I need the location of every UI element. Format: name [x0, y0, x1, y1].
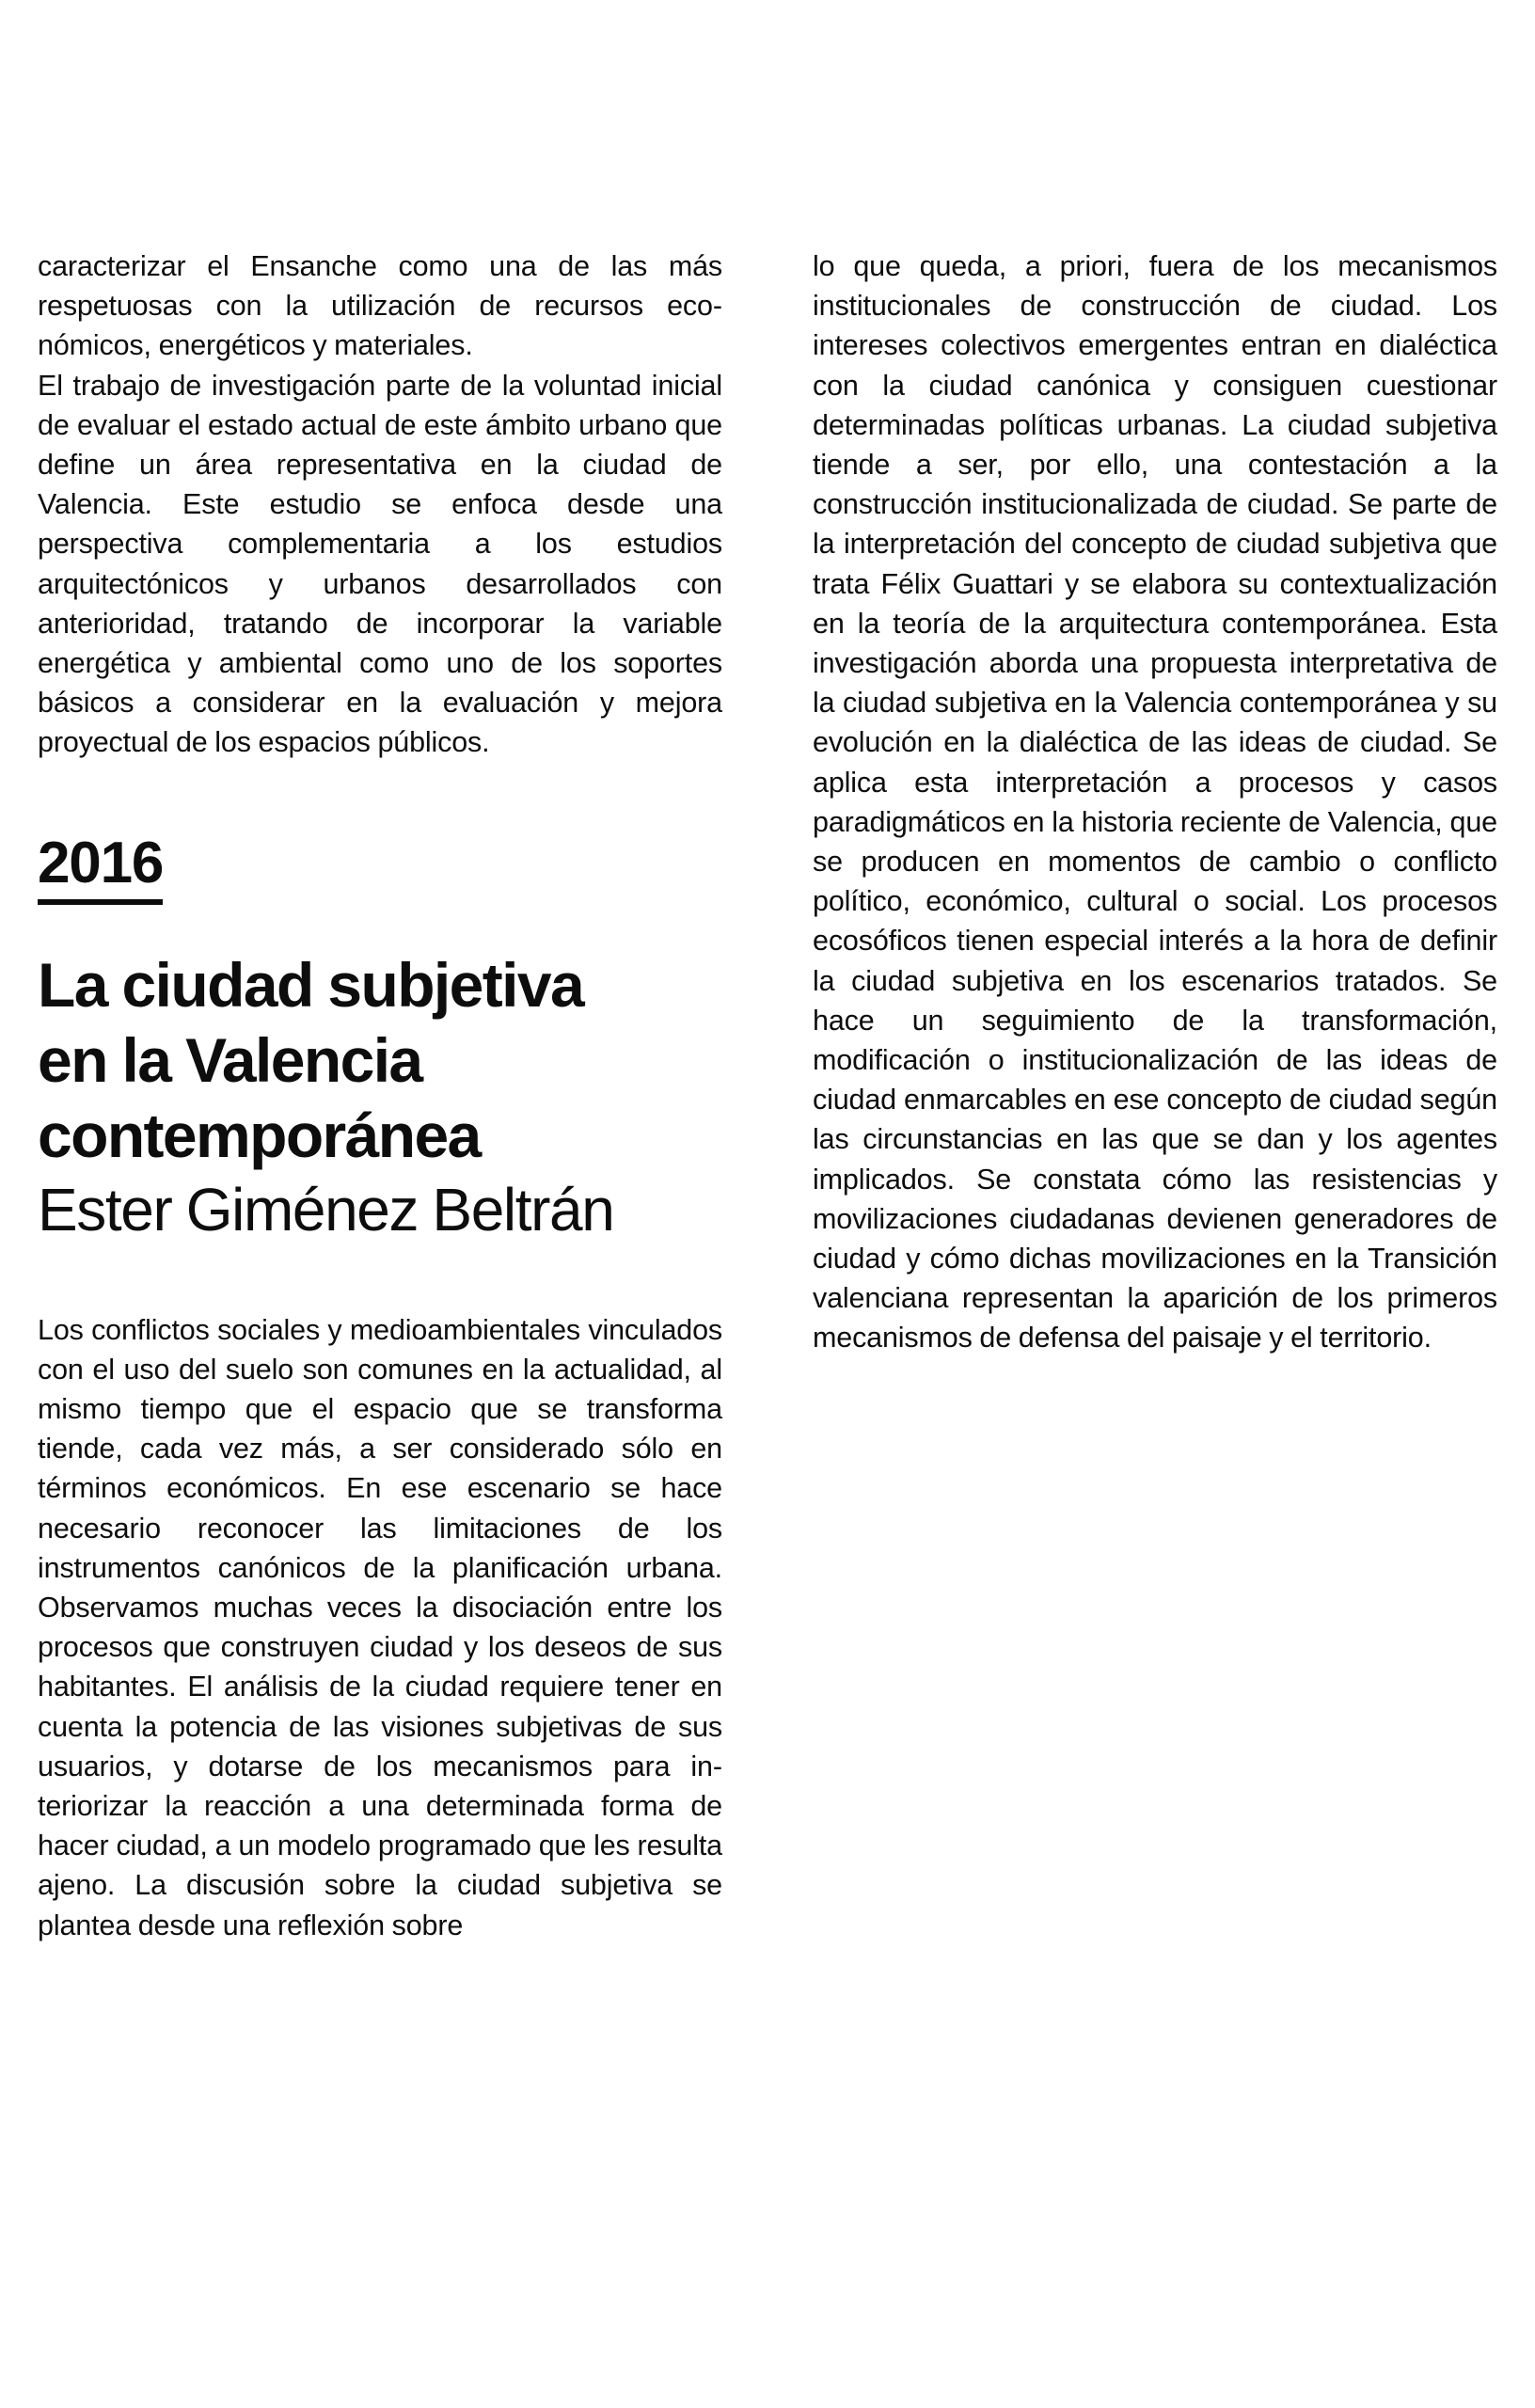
spacer-after-title	[38, 1246, 722, 1310]
article-title-line-3: contemporánea	[38, 1100, 481, 1170]
left-paragraph-1: caracterizar el Ensanche como una de las más respetuosas con la utilización de recursos económicos, energéticos y materiales.	[38, 250, 722, 362]
year-heading: 2016	[38, 832, 163, 905]
spacer-before-year	[38, 763, 722, 795]
right-column	[813, 246, 1497, 1358]
abstract-paragraph-right: lo que queda, a priori, fuera de los mecanismos institucionales de construcción de ciudad. Los intereses colectivos emergentes entran en dialéctica con la ciudad canónica y consiguen cuestionar determinadas políticas urbanas. La ciudad subjetiva tiende a ser, por ello, una contestación a la construcción institucionalizada de ciudad. Se parte de la interpretación del concepto de ciudad subjetiva que trata Félix Guattari y se elabora su contextualización en la teoría de la arquitectura contemporánea. Esta investigación aborda una propuesta interpretativa de la ciudad subjetiva en la Valencia contemporánea y su evolución en la dialéctica de las ideas de ciudad. Se aplica esta interpretación a procesos y casos paradigmáticos en la historia reciente de Valencia, que se producen en momentos de cambio o conflicto político, económico, cultural o social. Los procesos ecosóficos tienen especial interés a la hora de definir la ciudad subjetiva en los escenarios tratados. Se hace un seguimiento de la transformación, modificación o institucionalización de las ideas de ciudad enmarcables en ese concepto de ciudad según las circunstancias en las que se dan y los agentes implicados. Se constata cómo las resistencias y movilizaciones ciudadanas devienen generadores de ciudad y cómo dichas movilizaciones en la Transición valenciana representan la aparición de los primeros mecanismos de defensa del paisaje y el territorio.	[813, 250, 1497, 1354]
article-title	[38, 947, 722, 1173]
left-column	[38, 246, 722, 1945]
article-title-line-1: La ciudad subjetiva	[38, 949, 584, 1020]
article-author: Ester Giménez Beltrán	[38, 1175, 614, 1244]
abstract-paragraph-left: Los conflictos sociales y medioambientales vinculados con el uso del suelo son comunes en la actualidad, al mismo tiempo que el espacio que se transforma tiende, cada vez más, a ser considerado sólo en términos económicos. En ese escenario se hace necesario reconocer las limitaciones de los instrumentos canónicos de la planificación urbana. Observamos muchas veces la disociación entre los procesos que construyen ciudad y los deseos de sus habitantes. El análisis de la ciudad requiere tener en cuenta la potencia de las visiones subjetivas de sus usuarios, y dotarse de los mecanismos para interiorizar la reacción a una determinada forma de hacer ciudad, a un modelo programado que les resulta ajeno. La discusión sobre la ciudad subjetiva se plantea desde una reflexión sobre	[38, 1313, 722, 1941]
year-heading-block	[38, 832, 722, 905]
left-paragraph-2: El trabajo de investigación parte de la voluntad inicial de evaluar el estado actual de este ámbito urbano que define un área representativa en la ciudad de Valencia. Este estudio se enfoca desde una perspectiva complementaria a los estudios arquitectónicos y urbanos desarrollados con anterioridad, tratando de incorporar la variable energética y ambiental como uno de los soportes básicos a considerar en la evaluación y mejora proyectual de los espacios públicos.	[38, 369, 722, 759]
article-title-line-2: en la Valencia	[38, 1024, 422, 1095]
two-column-text-body	[38, 246, 1497, 1945]
